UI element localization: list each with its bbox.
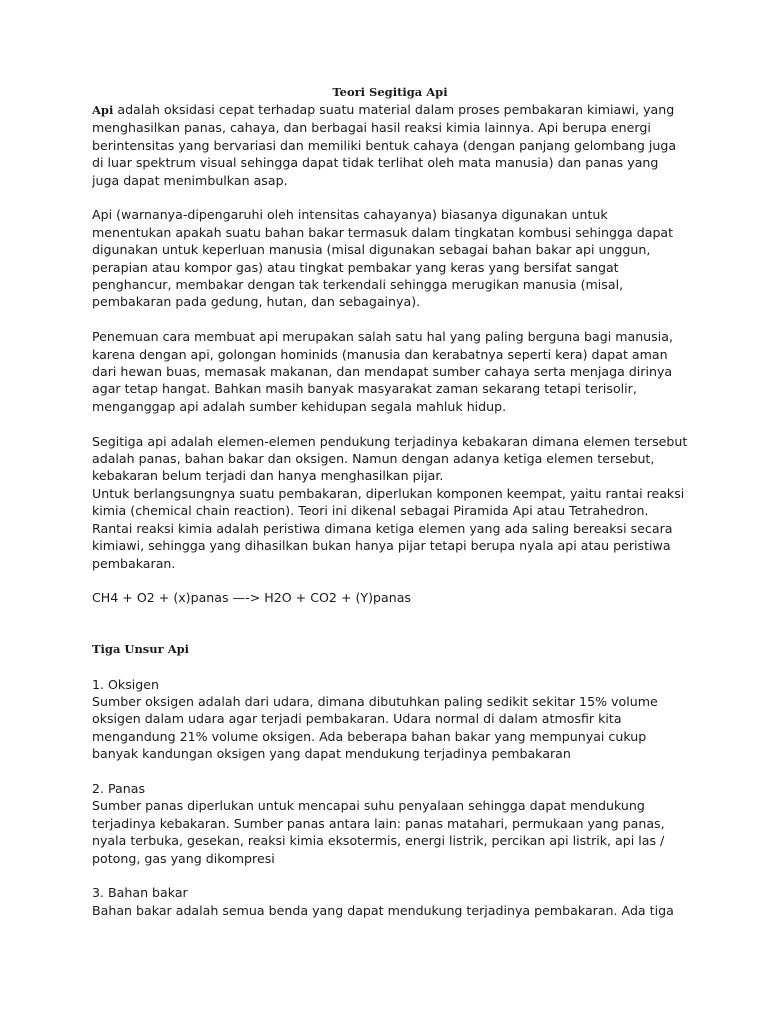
intro-paragraph bbox=[92, 101, 688, 189]
section-title-three-elements: Tiga Unsur Api bbox=[92, 641, 190, 656]
combustion-equation: CH4 + O2 + (x)panas —-> H2O + CO2 + (Y)panas bbox=[92, 590, 411, 606]
document-title: Teori Segitiga Api bbox=[332, 85, 448, 99]
paragraph-flame-color: Api (warnanya-dipengaruhi oleh intensitas cahayanya) biasanya digunakan untuk menentukan apakah suatu bahan bakar termasuk dalam tingkatan kombusi sehingga dapat digunakan untuk keperluan manusia (misal digunakan sebagai bahan bakar api unggun, perapian atau kompor gas) atau tingkat pembakar yang keras yang bersifat sangat penghancur, membakar dengan tak terkendali sehingga merugikan manusia (misal, pembakaran pada gedung, hutan, dan sebagainya). bbox=[92, 207, 674, 310]
item-heading-heat: 2. Panas bbox=[92, 780, 146, 796]
item-text-heat: Sumber panas diperlukan untuk mencapai suhu penyalaan sehingga dapat mendukung terjadinya kebakaran. Sumber panas antara lain: panas matahari, permukaan yang panas, nyala terbuka, gesekan, reaksi kimia eksotermis, energi listrik, percikan api listrik, api las / potong, gas yang dikompresi bbox=[92, 798, 665, 866]
item-heading-oxygen: 1. Oksigen bbox=[92, 676, 160, 692]
paragraph-fire-triangle: Segitiga api adalah elemen-elemen pendukung terjadinya kebakaran dimana elemen tersebut adalah panas, bahan bakar dan oksigen. Namun dengan adanya ketiga elemen tersebut, kebakaran belum terjadi dan hanya menghasilkan pijar. bbox=[92, 433, 688, 484]
item-heading-fuel: 3. Bahan bakar bbox=[92, 885, 188, 901]
paragraph-tetrahedron: Untuk berlangsungnya suatu pembakaran, diperlukan komponen keempat, yaitu rantai reaksi kimia (chemical chain reaction). Teori ini dikenal sebagai Piramida Api atau Tetrahedron. Rantai reaksi kimia adalah peristiwa dimana ketiga elemen yang ada saling bereaksi secara kimiawi, sehingga yang dihasilkan bukan hanya pijar tetapi berupa nyala api atau peristiwa pembakaran. bbox=[92, 485, 685, 571]
paragraph-fire-discovery: Penemuan cara membuat api merupakan salah satu hal yang paling berguna bagi manusia, karena dengan api, golongan hominids (manusia dan kerabatnya seperti kera) dapat aman dari hewan buas, memasak makanan, dan mendapat sumber cahaya serta menjaga dirinya agar tetap hangat. Bahkan masih banyak masyarakat zaman sekarang tetapi terisolir, menganggap api adalah sumber kehidupan segala mahluk hidup. bbox=[92, 329, 673, 414]
item-text-fuel: Bahan bakar adalah semua benda yang dapat mendukung terjadinya pembakaran. Ada tiga bbox=[92, 902, 674, 918]
item-text-oxygen: Sumber oksigen adalah dari udara, dimana dibutuhkan paling sedikit sekitar 15% volume oksigen dalam udara agar terjadi pembakaran. Udara normal di dalam atmosfir kita mengandung 21% volume oksigen. Ada beberapa bahan bakar yang mempunyai cukup banyak kandungan oksigen yang dapat mendukung terjadinya pembakaran bbox=[92, 693, 658, 762]
document-page bbox=[92, 84, 688, 919]
intro-text: adalah oksidasi cepat terhadap suatu material dalam proses pembakaran kimiawi, yang menghasilkan panas, cahaya, dan berbagai hasil reaksi kimia lainnya. Api berupa energi berintensitas yang bervariasi dan memiliki bentuk cahaya (dengan panjang gelombang juga di luar spektrum visual sehingga dapat tidak terlihat oleh mata manusia) dan panas yang juga dapat menimbulkan asap. bbox=[92, 102, 677, 188]
intro-lead-word: Api bbox=[92, 103, 114, 117]
